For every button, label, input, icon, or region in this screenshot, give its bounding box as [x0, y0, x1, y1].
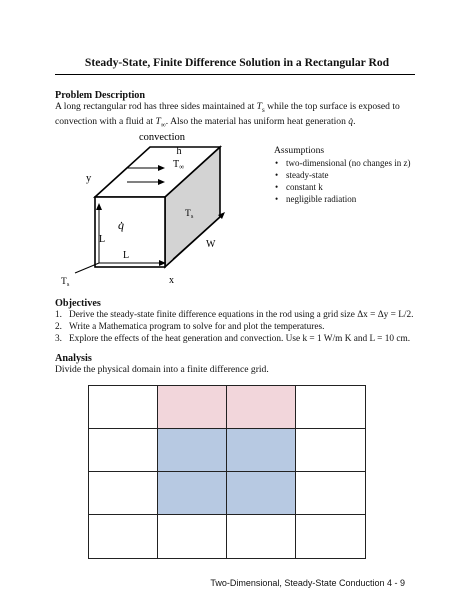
tinf-letter: T: [173, 159, 180, 170]
qdot-label: q̇: [118, 218, 124, 232]
grid-cell: [227, 472, 296, 515]
w-label: W: [206, 239, 216, 250]
grid-cell: [227, 386, 296, 429]
qdot-variable: q̇: [348, 115, 354, 127]
objective-item: [55, 333, 425, 345]
ts-side-sub: s: [190, 213, 194, 220]
problem-text-end: .: [353, 115, 356, 127]
grid-cell: [158, 429, 227, 472]
l-horizontal-label: L: [123, 250, 130, 261]
page-title: Steady-State, Finite Difference Solution in a Rectangular Rod: [84, 56, 390, 69]
assumption-item: • two-dimensional (no changes in z): [274, 157, 410, 169]
grid-cell: [296, 386, 365, 429]
assumption-item: • constant k: [274, 181, 410, 193]
objective-number: 2.: [55, 322, 62, 332]
ts-pointer-line: [75, 263, 99, 273]
y-axis-label: y: [86, 173, 92, 184]
grid-cell: [158, 515, 227, 558]
grid-cell: [89, 429, 158, 472]
ts-side-letter: T: [185, 209, 191, 219]
page-footer: Two-Dimensional, Steady-State Conduction 4 - 9: [210, 578, 405, 588]
objectives-list: [55, 309, 425, 345]
ts-corner-letter: T: [61, 277, 67, 287]
rod-diagram: [55, 128, 275, 290]
objective-text: Derive the steady-state finite difference equations in the rod using a grid size Δx = Δy = L/2.: [69, 310, 414, 320]
grid-cell: [227, 429, 296, 472]
assumptions-list: [274, 157, 410, 205]
objective-number: 1.: [55, 310, 62, 320]
grid-cell: [296, 472, 365, 515]
objective-text: Explore the effects of the heat generation and convection. Use k = 1 W/m K and L = 10 cm.: [69, 334, 411, 344]
analysis-text: Divide the physical domain into a finite difference grid.: [55, 364, 269, 375]
assumptions-heading: Assumptions: [274, 145, 325, 156]
grid-cell: [89, 472, 158, 515]
ts-variable: T: [256, 101, 263, 112]
finite-difference-grid: [88, 385, 366, 559]
objective-number: 3.: [55, 334, 62, 344]
title-divider: [55, 74, 415, 75]
rod-front-face: [95, 197, 165, 267]
problem-description: [55, 101, 415, 131]
l-vertical-label: L: [99, 234, 106, 245]
objective-item: [55, 309, 425, 321]
objective-item: [55, 321, 425, 333]
tinf-variable: T: [155, 115, 161, 127]
grid-cell: [296, 429, 365, 472]
grid-cell: [89, 515, 158, 558]
analysis-heading: Analysis: [55, 353, 92, 364]
objective-text: Write a Mathematica program to solve for and plot the temperatures.: [69, 322, 325, 332]
ts-subscript: s: [262, 105, 265, 114]
ts-corner-label: [61, 277, 70, 288]
grid-cell: [227, 515, 296, 558]
assumption-item: • negligible radiation: [274, 193, 410, 205]
grid-cell: [89, 386, 158, 429]
problem-text-2b: . Also the material has uniform heat generation: [165, 115, 349, 127]
h-label: h: [176, 146, 182, 157]
problem-text-2a: convection with a fluid at: [55, 115, 156, 127]
x-axis-label: x: [169, 275, 174, 286]
ts-corner-sub: s: [66, 281, 70, 288]
grid-cell: [296, 515, 365, 558]
tinf-subscript: ∞: [160, 120, 166, 129]
problem-text-1b: while the top surface is exposed to: [264, 101, 400, 112]
grid-cell: [158, 472, 227, 515]
problem-heading: Problem Description: [55, 90, 146, 101]
grid-cell: [158, 386, 227, 429]
objectives-heading: Objectives: [55, 298, 101, 309]
convection-label: convection: [138, 132, 186, 143]
assumption-item: • steady-state: [274, 169, 410, 181]
tinf-sub: ∞: [179, 163, 185, 171]
problem-text-1a: A long rectangular rod has three sides maintained at: [55, 101, 257, 112]
